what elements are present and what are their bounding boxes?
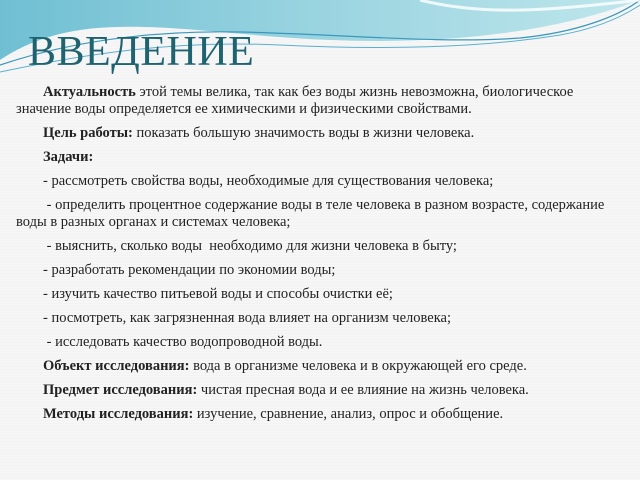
task-item: - определить процентное содержание воды в теле человека в разном возрасте, содержание воды в разных органах и системах человека; <box>16 197 608 230</box>
text-object: вода в организме человека и в окружающей его среде. <box>189 358 527 374</box>
paragraph-goal <box>16 125 628 142</box>
task-item: - изучить качество питьевой воды и способы очистки её; <box>43 286 393 302</box>
text-relevance: этой темы велика, так как без воды жизнь невозможна, биологическое значение воды определяется ее химическими и физическими свойствами. <box>16 84 574 117</box>
task-item: - разработать рекомендации по экономии воды; <box>43 262 336 278</box>
label-object: Объект исследования: <box>43 358 190 374</box>
paragraph-relevance <box>16 84 628 118</box>
paragraph-object <box>16 358 628 375</box>
text-subject: чистая пресная вода и ее влияние на жизнь человека. <box>197 382 529 398</box>
paragraph-tasks <box>16 149 628 166</box>
slide-title: ВВЕДЕНИЕ <box>28 29 255 75</box>
label-methods: Методы исследования: <box>43 406 194 422</box>
task-item: - выяснить, сколько воды необходимо для жизни человека в быту; <box>43 238 457 254</box>
text-methods: изучение, сравнение, анализ, опрос и обобщение. <box>193 406 504 422</box>
slide-body <box>16 84 628 430</box>
label-tasks: Задачи: <box>43 149 94 165</box>
task-item: - исследовать качество водопроводной воды. <box>43 334 323 350</box>
paragraph-subject <box>16 382 628 399</box>
label-relevance: Актуальность <box>43 84 136 100</box>
task-item: - рассмотреть свойства воды, необходимые для существования человека; <box>43 173 494 189</box>
label-subject: Предмет исследования: <box>43 382 198 398</box>
paragraph-methods <box>16 406 628 423</box>
label-goal: Цель работы: <box>43 125 133 141</box>
task-item: - посмотреть, как загрязненная вода влияет на организм человека; <box>43 310 452 326</box>
text-goal: показать большую значимость воды в жизни человека. <box>132 125 475 141</box>
